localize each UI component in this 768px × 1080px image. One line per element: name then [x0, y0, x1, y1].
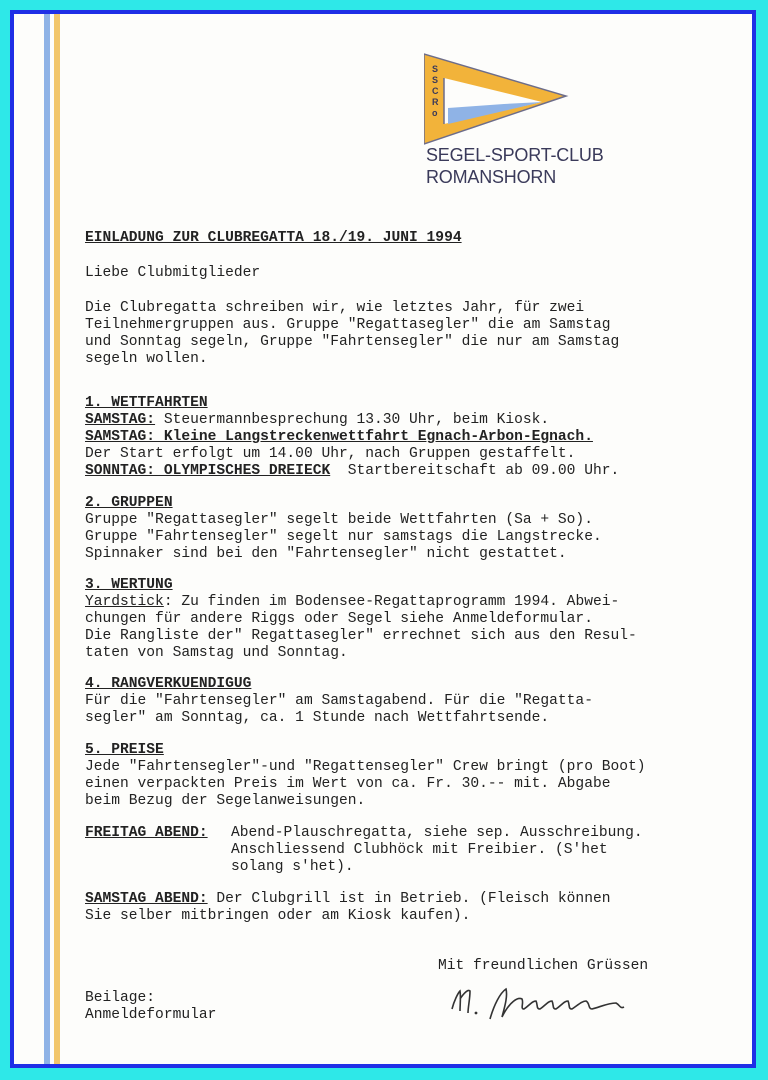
label-samstag: SAMSTAG: — [85, 412, 156, 428]
section-line: Der Start erfolgt um 14.00 Uhr, nach Gruppen gestaffelt. — [85, 446, 576, 462]
line-text: Startbereitschaft ab 09.00 Uhr. — [330, 463, 620, 479]
line-text: Der Clubgrill ist in Betrieb. (Fleisch können — [207, 891, 611, 907]
enclosure-label: Beilage: — [85, 990, 156, 1006]
label-yardstick: Yardstick — [85, 594, 164, 610]
section-line: Für die "Fahrtensegler" am Samstagabend. Für die "Regatta- — [85, 693, 593, 709]
intro-line: Teilnehmergruppen aus. Gruppe "Regattasegler" die am Samstag — [85, 317, 611, 333]
club-name-line2: ROMANSHORN — [426, 167, 557, 187]
section-line: Abend-Plauschregatta, siehe sep. Ausschreibung. — [231, 825, 643, 841]
section-line: Anschliessend Clubhöck mit Freibier. (S'het — [231, 842, 608, 858]
section-line — [85, 412, 549, 429]
section-line — [85, 891, 610, 908]
document-page — [10, 10, 756, 1068]
club-logo — [424, 48, 574, 148]
yellow-stripe — [54, 14, 60, 1064]
section-line: Die Rangliste der" Regattasegler" errechnet sich aus den Resul- — [85, 628, 637, 644]
intro-line: und Sonntag segeln, Gruppe "Fahrtensegler" die nur am Samstag — [85, 334, 620, 350]
enclosure-item: Anmeldeformular — [85, 1007, 217, 1023]
club-name-line1: SEGEL-SPORT-CLUB — [426, 145, 604, 165]
club-name — [426, 144, 604, 188]
label-freitag-abend: FREITAG ABEND: — [85, 825, 208, 841]
label-sonntag: SONNTAG: OLYMPISCHES DREIECK — [85, 463, 331, 479]
section-line: SAMSTAG: Kleine Langstreckenwettfahrt Egnach-Arbon-Egnach. — [85, 429, 593, 445]
logo-letters: S S C R o — [432, 64, 439, 118]
greeting: Liebe Clubmitglieder — [85, 265, 261, 281]
section-line: Spinnaker sind bei den "Fahrtensegler" nicht gestattet. — [85, 546, 567, 562]
closing: Mit freundlichen Grüssen — [438, 958, 649, 974]
section-line: Gruppe "Regattasegler" segelt beide Wettfahrten (Sa + So). — [85, 512, 593, 528]
intro-line: segeln wollen. — [85, 351, 208, 367]
section-line — [85, 594, 619, 611]
section-heading-rangverkuendigung: 4. RANGVERKUENDIGUG — [85, 676, 252, 692]
intro-line: Die Clubregatta schreiben wir, wie letztes Jahr, für zwei — [85, 300, 585, 316]
line-text: Steuermannbesprechung 13.30 Uhr, beim Kiosk. — [155, 412, 550, 428]
section-heading-wettfahrten: 1. WETTFAHRTEN — [85, 395, 208, 411]
section-line: solang s'het). — [231, 859, 354, 875]
section-line: taten von Samstag und Sonntag. — [85, 645, 348, 661]
section-line — [85, 463, 619, 480]
section-heading-preise: 5. PREISE — [85, 742, 164, 758]
signature — [444, 979, 644, 1029]
section-line: Gruppe "Fahrtensegler" segelt nur samstags die Langstrecke. — [85, 529, 602, 545]
section-heading-gruppen: 2. GRUPPEN — [85, 495, 173, 511]
label-samstag-abend: SAMSTAG ABEND: — [85, 891, 208, 907]
section-heading-wertung: 3. WERTUNG — [85, 577, 173, 593]
section-line: segler" am Sonntag, ca. 1 Stunde nach Wettfahrtsende. — [85, 710, 550, 726]
blue-stripe — [44, 14, 50, 1064]
section-line: Jede "Fahrtensegler"-und "Regattensegler" Crew bringt (pro Boot) — [85, 759, 646, 775]
section-line: chungen für andere Riggs oder Segel siehe Anmeldeformular. — [85, 611, 593, 627]
section-line: Sie selber mitbringen oder am Kiosk kaufen). — [85, 908, 471, 924]
section-line: einen verpackten Preis im Wert von ca. Fr. 30.-- mit. Abgabe — [85, 776, 611, 792]
letter-title: EINLADUNG ZUR CLUBREGATTA 18./19. JUNI 1994 — [85, 230, 462, 246]
section-line: beim Bezug der Segelanweisungen. — [85, 793, 366, 809]
line-text: : Zu finden im Bodensee-Regattaprogramm 1994. Abwei- — [163, 594, 620, 610]
